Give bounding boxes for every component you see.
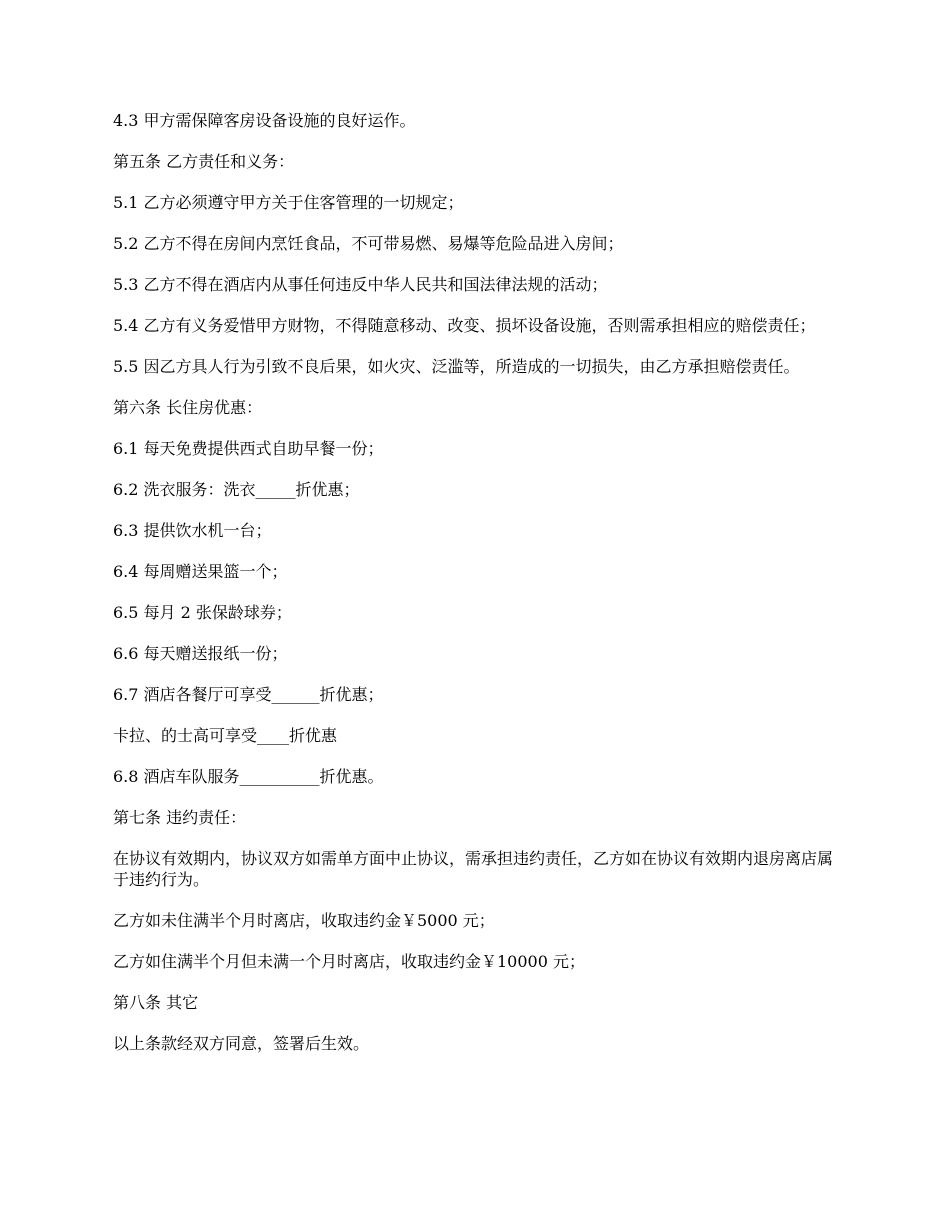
- breach-general: 在协议有效期内，协议双方如需单方面中止协议，需承担违约责任，乙方如在协议有效期内退房离店属于违约行为。: [113, 849, 834, 889]
- clause-5-3: 5.3 乙方不得在酒店内从事任何违反中华人民共和国法律法规的活动；: [113, 275, 608, 294]
- clause-6-5: 6.5 每月 2 张保龄球券；: [113, 603, 292, 622]
- clause-6-2: 6.2 洗衣服务：洗衣_____折优惠；: [113, 480, 360, 499]
- breach-half-month: 乙方如未住满半个月时离店，收取违约金￥5000 元；: [113, 911, 495, 930]
- clause-5-2: 5.2 乙方不得在房间内烹饪食品，不可带易燃、易爆等危险品进入房间；: [113, 234, 624, 253]
- breach-one-month: 乙方如住满半个月但未满一个月时离店，收取违约金￥10000 元；: [113, 952, 585, 971]
- clause-6-7: 6.7 酒店各餐厅可享受______折优惠；: [113, 685, 384, 704]
- clause-6-4: 6.4 每周赠送果篮一个；: [113, 562, 288, 581]
- article-6-heading: 第六条 长住房优惠：: [113, 398, 263, 417]
- clause-5-4: 5.4 乙方有义务爱惜甲方财物，不得随意移动、改变、损坏设备设施，否则需承担相应的赔偿责任；: [113, 316, 816, 335]
- document-body: [113, 110, 843, 1074]
- article-7-heading: 第七条 违约责任：: [113, 808, 247, 827]
- clause-6-3: 6.3 提供饮水机一台；: [113, 521, 272, 540]
- clause-6-6: 6.6 每天赠送报纸一份；: [113, 644, 288, 663]
- clause-6-8: 6.8 酒店车队服务__________折优惠。: [113, 767, 384, 786]
- clause-5-5: 5.5 因乙方具人行为引致不良后果，如火灾、泛滥等，所造成的一切损失，由乙方承担赔偿责任。: [113, 357, 800, 376]
- clause-6-1: 6.1 每天免费提供西式自助早餐一份；: [113, 439, 384, 458]
- clause-5-1: 5.1 乙方必须遵守甲方关于住客管理的一切规定；: [113, 193, 464, 212]
- article-5-heading: 第五条 乙方责任和义务：: [113, 152, 295, 171]
- article-8-heading: 第八条 其它: [113, 993, 199, 1012]
- clause-6-7-karaoke: 卡拉、的士高可享受____折优惠: [113, 726, 338, 745]
- clause-4-3: 4.3 甲方需保障客房设备设施的良好运作。: [113, 111, 416, 130]
- effective-clause: 以上条款经双方同意，签署后生效。: [113, 1034, 370, 1053]
